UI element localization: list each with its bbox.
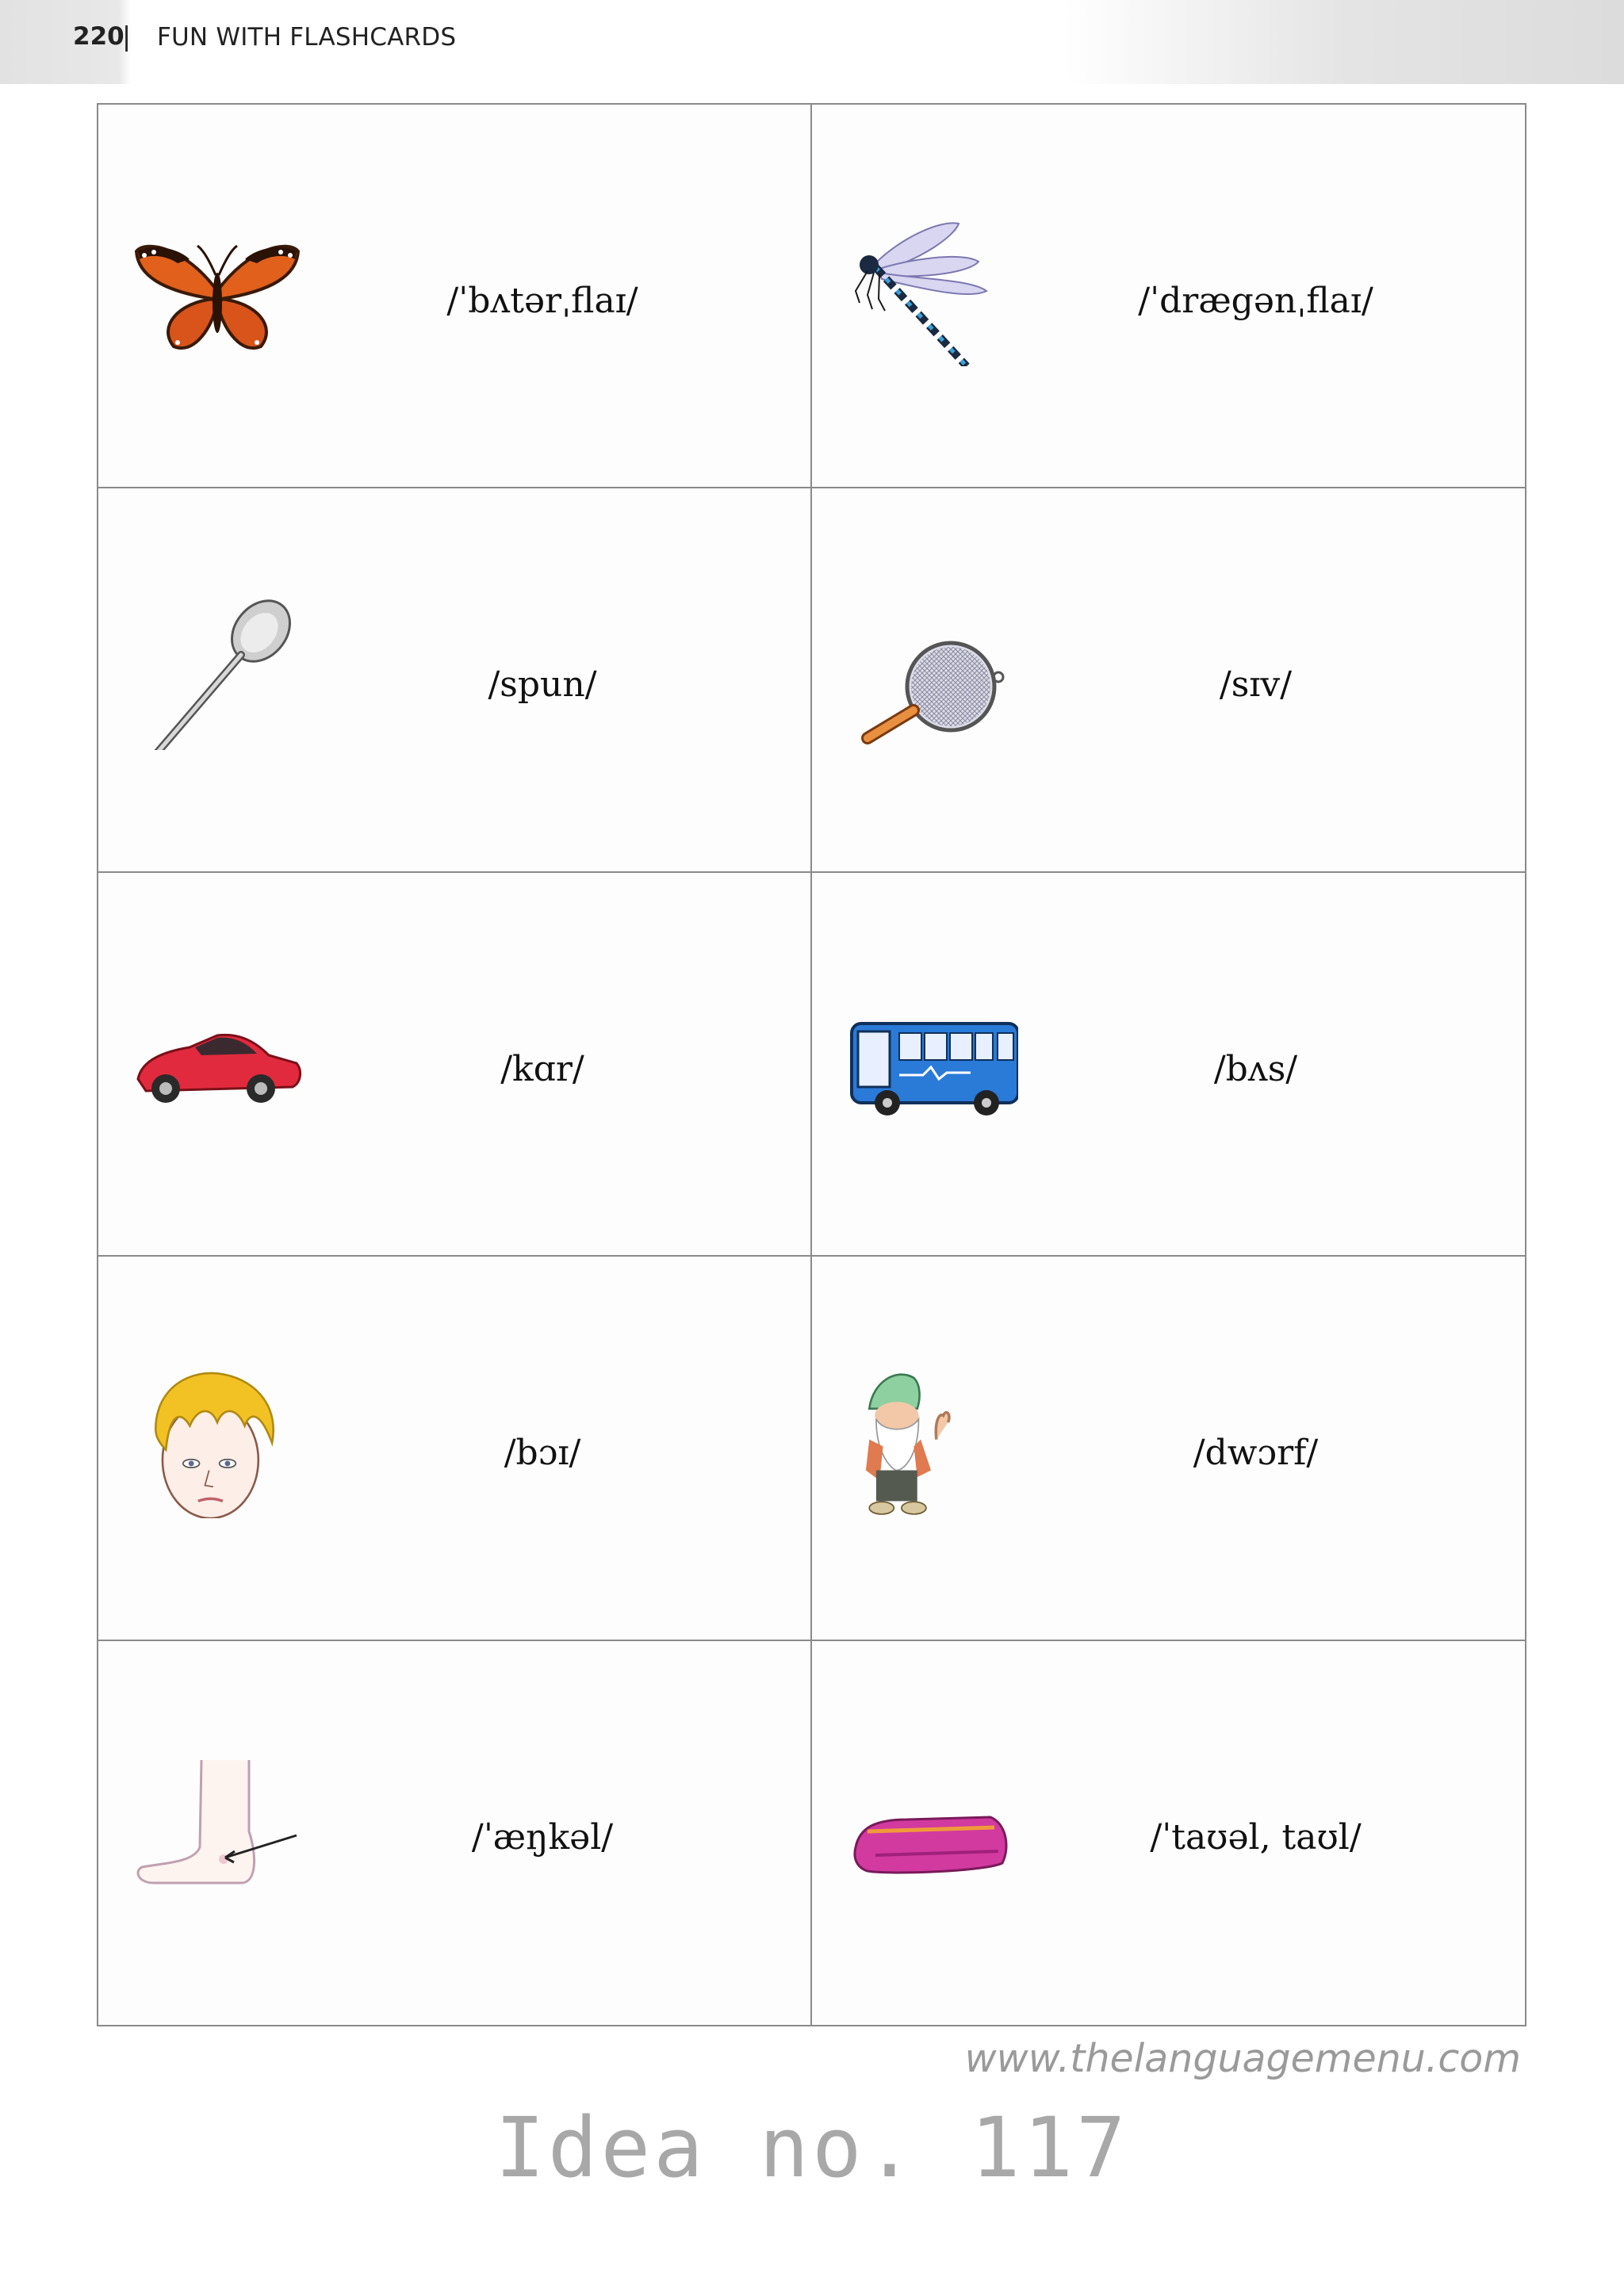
phonetic-label: /ˈæŋkəl/ <box>471 1816 614 1858</box>
flashcard-car[interactable] <box>98 873 812 1257</box>
phonetic-label: /dwɔrf/ <box>1193 1433 1319 1474</box>
flashcard-towel[interactable] <box>812 1641 1526 2025</box>
page-header <box>0 0 1624 84</box>
header-separator: | <box>122 21 132 52</box>
flashcard-grid <box>97 103 1526 2026</box>
butterfly-icon <box>130 216 304 366</box>
car-icon <box>130 984 304 1135</box>
website-url: www.thelanguagemenu.com <box>964 2036 1521 2081</box>
flashcard-dwarf[interactable] <box>812 1257 1526 1640</box>
dragonfly-icon <box>844 216 1018 366</box>
flashcard-ankle[interactable] <box>98 1641 812 2025</box>
phonetic-label: /bɔɪ/ <box>504 1433 581 1474</box>
flashcard-boy[interactable] <box>98 1257 812 1640</box>
idea-number: Idea no. 117 <box>495 2099 1129 2196</box>
ankle-icon <box>130 1752 304 1903</box>
towel-icon <box>844 1752 1018 1903</box>
phonetic-label: /bʌs/ <box>1213 1048 1298 1089</box>
phonetic-label: /ˈdrægənˌflaɪ/ <box>1138 281 1373 321</box>
flashcard-bus[interactable] <box>812 873 1526 1257</box>
running-title: FUN WITH FLASHCARDS <box>157 23 457 52</box>
phonetic-label: /ˈtaʊəl, taʊl/ <box>1150 1816 1362 1858</box>
flashcard-dragonfly[interactable] <box>812 105 1526 488</box>
phonetic-label: /ˈbʌtərˌflaɪ/ <box>446 281 638 321</box>
dwarf-icon <box>844 1368 1018 1518</box>
phonetic-label: /kɑr/ <box>500 1048 584 1089</box>
phonetic-label: /spun/ <box>488 664 597 706</box>
sieve-icon <box>844 599 1018 750</box>
flashcard-butterfly[interactable] <box>98 105 812 488</box>
flashcard-spoon[interactable] <box>98 488 812 872</box>
phonetic-label: /sɪv/ <box>1219 664 1293 706</box>
spoon-icon <box>130 599 304 750</box>
page-number: 220 <box>73 22 124 51</box>
boy-face-icon <box>130 1368 304 1518</box>
flashcard-sieve[interactable] <box>812 488 1526 872</box>
bus-icon <box>844 984 1018 1135</box>
